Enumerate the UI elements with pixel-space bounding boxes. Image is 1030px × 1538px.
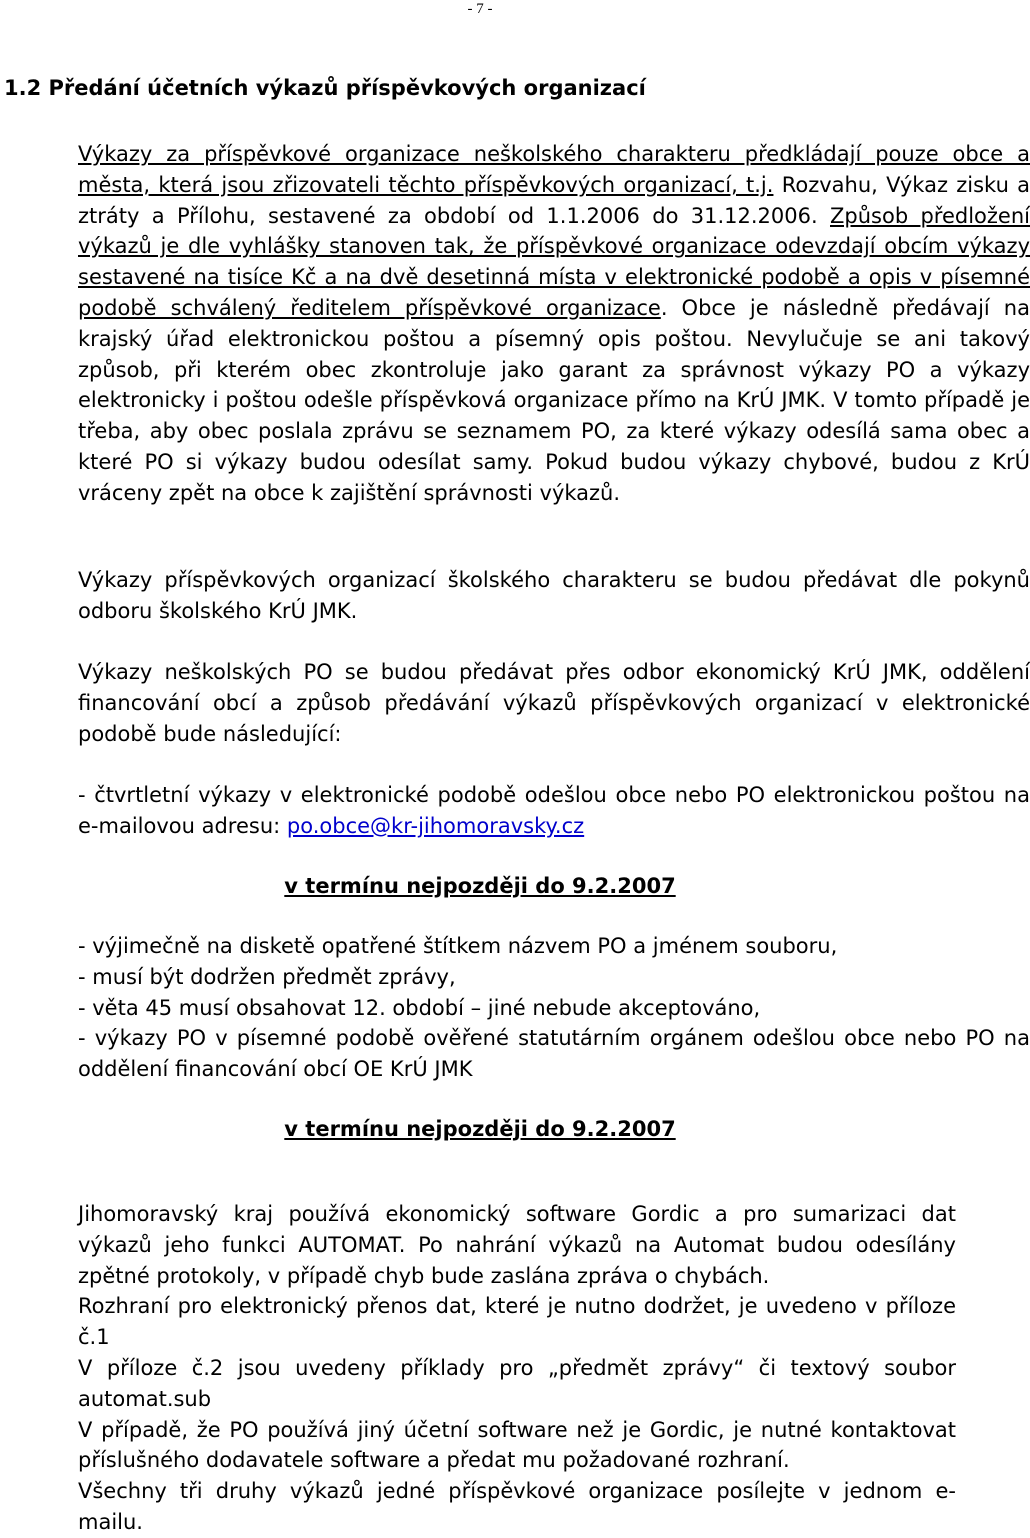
list-item: - výjimečně na disketě opatřené štítkem názvem PO a jménem souboru, [78,934,838,958]
deadline-2: v termínu nejpozději do 9.2.2007 [284,1117,676,1141]
list-item-written-copy: - výkazy PO v písemné podobě ověřené statutárním orgánem odešlou obce nebo PO na oddělení financování obcí OE KrÚ JMK [78,1026,1030,1081]
underlined-text-1: Výkazy za příspěvkové organizace neškolského charakteru předkládají pouze obce a města, která jsou zřizovateli těchto příspěvkových organizací, t.j. [78,142,1030,197]
quarterly-text: - čtvrtletní výkazy v elektronické podobě odešlou obce nebo PO elektronickou poštou na e-mailovou adresu: [78,783,1030,838]
paragraph-gordic: Jihomoravský kraj používá ekonomický software Gordic a pro sumarizaci dat výkazů jeho funkci AUTOMAT. Po nahrání výkazů na Automat budou odesílány zpětné protokoly, v případě chyb bude zaslána zpráva o chybách. [78,1202,956,1288]
requirements-list [4,931,1030,1023]
deadline-1: v termínu nejpozději do 9.2.2007 [284,874,676,898]
section-heading: 1.2 Předání účetních výkazů příspěvkových organizací [4,76,646,100]
list-item: - musí být dodržen předmět zprávy, [78,964,456,989]
email-link[interactable]: po.obce@kr-jihomoravsky.cz [286,813,585,838]
paragraph-non-school-reports: Výkazy neškolských PO se budou předávat přes odbor ekonomický KrÚ JMK, oddělení financování obcí a způsob předávání výkazů příspěvkových organizací v elektronické podobě bude následující: [78,660,1030,746]
final-section [4,1199,956,1538]
plain-text-2: . Obce je následně předávají na krajský úřad elektronickou poštou a písemný opis poštou. Nevylučuje se ani takový způsob, při kterém obec zkontroluje jako garant za správnost výkazy PO a výkazy elektronicky i poštou odešle příspěvková organizace přímo na KrÚ JMK. V tomto případě je třeba, aby obec poslala zprávu se seznamem PO, za které výkazy odesílá sama obec a které PO si výkazy budou odesílat samy. Pokud budou výkazy chybové, budou z KrÚ vráceny zpět na obce k zajištění správnosti výkazů. [78,295,1030,505]
paragraph-reports-submission [4,139,1030,509]
underlined-text-2: Způsob předložení výkazů je dle vyhlášky stanoven tak, že příspěvkové organizace odevzdají obcím výkazy sestavené na tisíce Kč a na dvě desetinná místa v elektronické podobě a opis v písemné podobě schválený ředitelem příspěvkové organizace [78,203,1030,320]
paragraph-interface: Rozhraní pro elektronický přenos dat, které je nutno dodržet, je uvedeno v příloze č.1 [78,1294,956,1350]
paragraph-other-software: V případě, že PO používá jiný účetní software než je Gordic, je nutné kontaktovat příslušného dodavatele software a předat mu požadované rozhraní. [78,1417,956,1473]
paragraph-one-email: Všechny tři druhy výkazů jedné příspěvkové organizace posílejte v jednom e-mailu. [78,1479,956,1534]
paragraph-school-reports: Výkazy příspěvkových organizací školského charakteru se budou předávat dle pokynů odboru školského KrÚ JMK. [78,568,1030,623]
paragraph-quarterly-email [4,780,1030,842]
paragraph-examples: V příloze č.2 jsou uvedeny příklady pro „předmět zprávy“ či textový soubor automat.sub [78,1355,956,1411]
plain-text-1: Rozvahu, Výkaz zisku a ztráty a Přílohu, sestavené za období od 1.1.2006 do 31.12.2006. [78,172,1030,228]
page-number: - 7 - [467,1,493,17]
list-item: - věta 45 musí obsahovat 12. období – jiné nebude akceptováno, [78,995,761,1020]
